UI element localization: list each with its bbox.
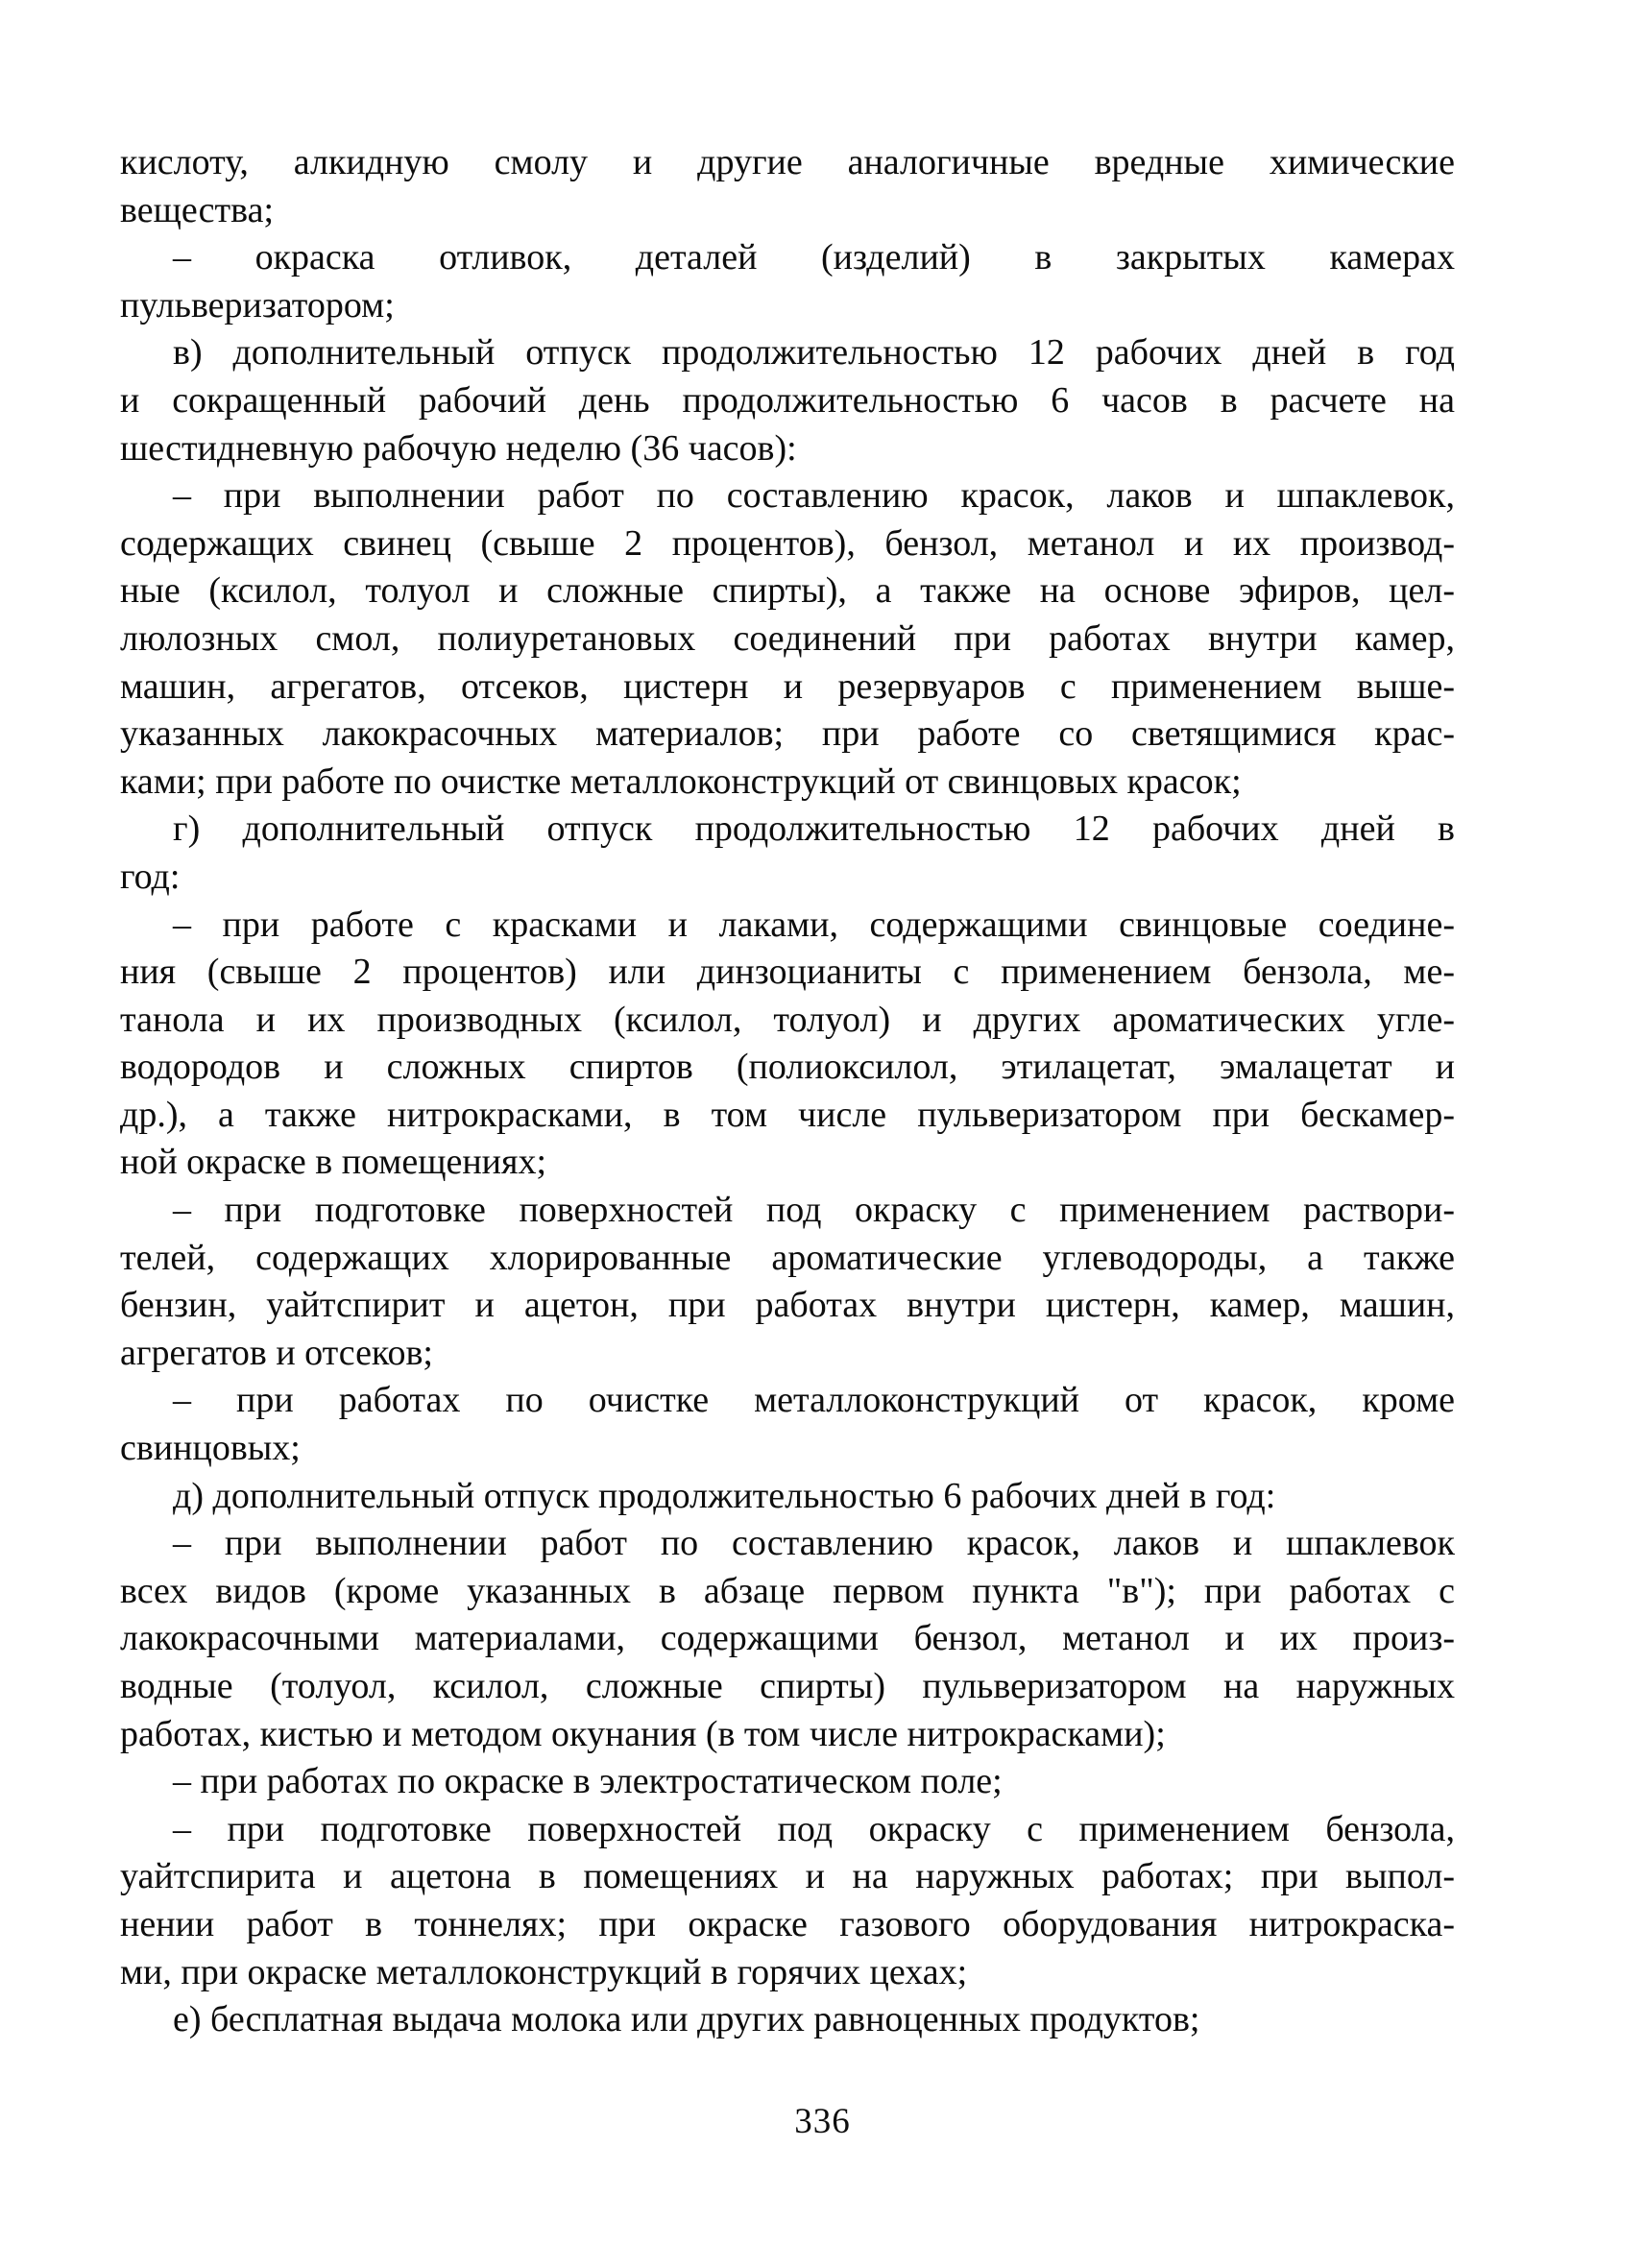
text-line: ми, при окраске металлоконструкций в горячих цехах; — [120, 1951, 968, 1992]
text-line: кислоту, алкидную смолу и другие аналогичные вредные химические — [120, 142, 1455, 182]
text-line: шестидневную рабочую неделю (36 часов): — [120, 427, 797, 469]
text-line: телей, содержащих хлорированные ароматические углеводороды, а также — [120, 1237, 1455, 1278]
paragraph — [120, 1520, 1455, 1758]
text-line: г) дополнительный отпуск продолжительностью 12 рабочих дней в — [173, 808, 1455, 850]
paragraph — [120, 1806, 1455, 1996]
document-text-block — [120, 139, 1455, 2044]
text-line: всех видов (кроме указанных в абзаце первом пункта "в"); при работах с — [120, 1570, 1455, 1611]
text-line: – при работах по окраске в электростатическом поле; — [173, 1761, 1003, 1802]
paragraph — [120, 139, 1455, 234]
text-line: год: — [120, 856, 181, 897]
text-line: – при выполнении работ по составлению красок, лаков и шпаклевок — [173, 1523, 1455, 1564]
text-line: лакокрасочными материалами, содержащими бензол, метанол и их произ- — [120, 1618, 1455, 1659]
paragraph — [120, 329, 1455, 472]
text-line: свинцовых; — [120, 1428, 301, 1469]
text-line: машин, агрегатов, отсеков, цистерн и резервуаров с применением выше- — [120, 665, 1455, 707]
text-line: – при работе с красками и лаками, содержащими свинцовые соедине- — [173, 904, 1455, 945]
paragraph — [120, 234, 1455, 329]
text-line: ные (ксилол, толуол и сложные спирты), а также на основе эфиров, цел- — [120, 570, 1455, 612]
text-line: указанных лакокрасочных материалов; при работе со светящимися крас- — [120, 713, 1455, 755]
text-line: люлозных смол, полиуретановых соединений при работах внутри камер, — [120, 617, 1455, 659]
text-line: – при выполнении работ по составлению красок, лаков и шпаклевок, — [173, 475, 1455, 517]
text-line: содержащих свинец (свыше 2 процентов), бензол, метанол и их производ- — [120, 522, 1455, 564]
text-line: пульверизатором; — [120, 284, 395, 326]
text-line: водные (толуол, ксилол, сложные спирты) пульверизатором на наружных — [120, 1666, 1455, 1706]
text-line: – при подготовке поверхностей под окраску с применением бензола, — [173, 1808, 1455, 1849]
text-line: ния (свыше 2 процентов) или динзоцианиты с применением бензола, ме- — [120, 952, 1455, 993]
text-line: бензин, уайтспирит и ацетон, при работах внутри цистерн, камер, машин, — [120, 1285, 1455, 1326]
paragraph — [120, 1187, 1455, 1377]
text-line: уайтспирита и ацетона в помещениях и на наружных работах; при выпол- — [120, 1856, 1455, 1897]
text-line: – окраска отливок, деталей (изделий) в закрытых камерах — [173, 237, 1455, 278]
paragraph — [120, 1758, 1455, 1806]
text-line: е) бесплатная выдача молока или других равноценных продуктов; — [173, 1999, 1200, 2040]
text-line: – при подготовке поверхностей под окраску с применением раствори- — [173, 1190, 1455, 1231]
text-line: ками; при работе по очистке металлоконструкций от свинцовых красок; — [120, 760, 1242, 802]
text-line: работах, кистью и методом окунания (в том числе нитрокрасками); — [120, 1713, 1166, 1754]
text-line: др.), а также нитрокрасками, в том числе пульверизатором при бескамер- — [120, 1094, 1455, 1135]
page-number: 336 — [794, 2102, 851, 2141]
paragraph — [120, 806, 1455, 901]
text-line: нении работ в тоннелях; при окраске газового оборудования нитрокраска- — [120, 1903, 1455, 1944]
paragraph — [120, 472, 1455, 806]
text-line: д) дополнительный отпуск продолжительностью 6 рабочих дней в год: — [173, 1475, 1276, 1516]
text-line: водородов и сложных спиртов (полиоксилол, этилацетат, эмалацетат и — [120, 1047, 1455, 1088]
text-line: вещества; — [120, 189, 274, 230]
text-line: ной окраске в помещениях; — [120, 1142, 547, 1183]
paragraph — [120, 1377, 1455, 1472]
text-line: в) дополнительный отпуск продолжительностью 12 рабочих дней в год — [173, 332, 1455, 374]
paragraph — [120, 1996, 1455, 2044]
paragraph — [120, 902, 1455, 1188]
paragraph — [120, 1473, 1455, 1521]
text-line: танола и их производных (ксилол, толуол) и других ароматических угле- — [120, 999, 1455, 1040]
text-line: – при работах по очистке металлоконструкций от красок, кроме — [173, 1380, 1455, 1421]
text-line: и сокращенный рабочий день продолжительностью 6 часов в расчете на — [120, 379, 1455, 421]
text-line: агрегатов и отсеков; — [120, 1332, 433, 1373]
